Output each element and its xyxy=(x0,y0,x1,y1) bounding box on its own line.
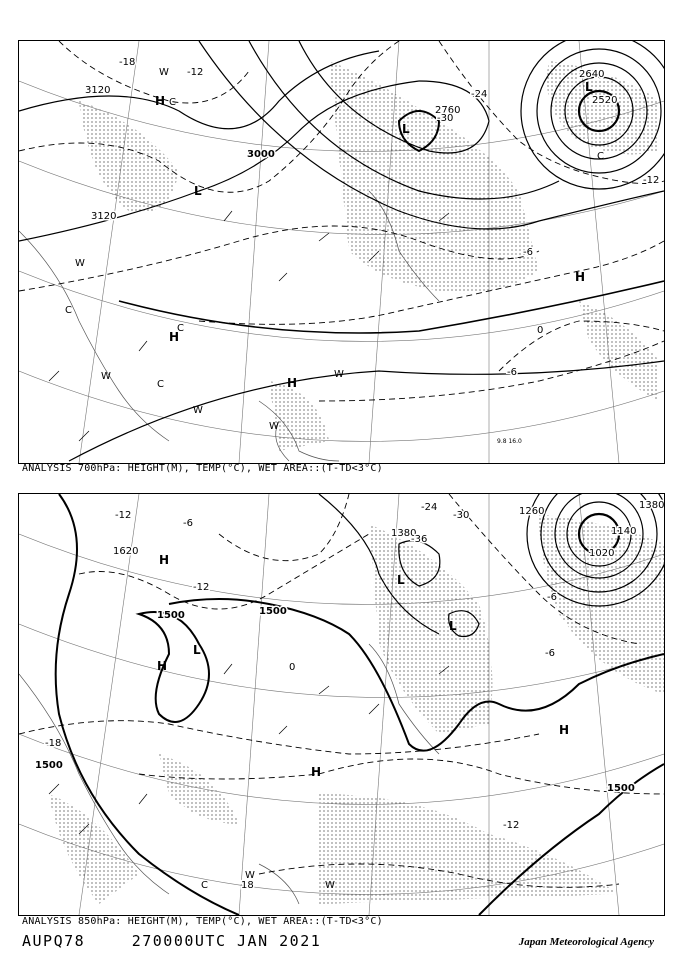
temp-label: -24 xyxy=(421,502,438,513)
height-label: 1380 xyxy=(639,500,664,511)
temp-label: -6 xyxy=(545,648,555,659)
low-center: L xyxy=(193,643,201,657)
temp-label: -30 xyxy=(437,113,454,124)
map-850hpa xyxy=(19,494,664,915)
temp-label: -12 xyxy=(503,820,520,831)
warm-mark: W xyxy=(245,870,255,881)
chart-700hpa xyxy=(18,40,665,464)
high-center: H xyxy=(575,270,586,284)
temp-label: -12 xyxy=(193,582,210,593)
cold-mark: C xyxy=(177,323,184,334)
height-label: 1500 xyxy=(35,760,63,771)
cold-mark: C xyxy=(157,379,164,390)
height-label: 1140 xyxy=(611,526,637,537)
bulletin-time: 270000UTC JAN 2021 xyxy=(131,932,322,950)
bulletin-header xyxy=(22,932,357,950)
height-label: 3120 xyxy=(91,211,117,222)
chart-850hpa xyxy=(18,493,665,916)
temp-label: 0 xyxy=(289,662,296,673)
temp-label: 0 xyxy=(537,325,544,336)
high-center: H xyxy=(159,553,170,567)
pressure-centers xyxy=(157,553,569,779)
wet-area xyxy=(79,61,659,451)
height-label: 2640 xyxy=(579,69,605,80)
temp-label: 18 xyxy=(241,880,254,891)
temp-label: -6 xyxy=(507,367,517,378)
temp-label: -18 xyxy=(45,738,62,749)
high-center: H xyxy=(311,765,322,779)
temp-centers xyxy=(201,870,335,891)
warm-mark: W xyxy=(75,258,85,269)
temp-label: -36 xyxy=(411,534,428,545)
cold-mark: C xyxy=(65,305,72,316)
low-center: L xyxy=(194,184,202,198)
caption-700hpa: ANALYSIS 700hPa: HEIGHT(M), TEMP(°C), WET AREA::(T-TD<3°C) xyxy=(22,463,383,474)
high-center: H xyxy=(157,659,168,673)
low-center: L xyxy=(585,80,593,94)
high-center: H xyxy=(287,376,298,390)
high-center: H xyxy=(169,330,180,344)
low-center: L xyxy=(397,573,405,587)
warm-mark: W xyxy=(159,67,169,78)
warm-mark: W xyxy=(325,880,335,891)
height-label: 3120 xyxy=(85,85,111,96)
temp-label: -6 xyxy=(183,518,193,529)
warm-mark: W xyxy=(101,371,111,382)
high-center: H xyxy=(559,723,570,737)
low-center: L xyxy=(449,619,457,633)
temp-label: -18 xyxy=(119,57,136,68)
cold-mark: C xyxy=(201,880,208,891)
temp-label: -24 xyxy=(471,89,488,100)
height-label: 1500 xyxy=(157,610,185,621)
bulletin-code: AUPQ78 xyxy=(22,932,86,950)
cold-mark: C xyxy=(169,97,176,108)
low-center: L xyxy=(402,122,410,136)
height-label: 1620 xyxy=(113,546,139,557)
height-label: 1500 xyxy=(607,783,635,794)
wet-area xyxy=(49,514,664,904)
agency-name: Japan Meteorological Agency xyxy=(518,936,654,948)
height-label: 3000 xyxy=(247,149,275,160)
warm-mark: W xyxy=(193,405,203,416)
height-label: 2760 xyxy=(435,105,461,116)
temp-label: -12 xyxy=(187,67,204,78)
height-label: 1380 xyxy=(391,528,417,539)
height-label: 1260 xyxy=(519,506,545,517)
caption-850hpa: ANALYSIS 850hPa: HEIGHT(M), TEMP(°C), WET AREA::(T-TD<3°C) xyxy=(22,916,383,927)
temp-label: -6 xyxy=(523,247,533,258)
high-center: H xyxy=(155,94,166,108)
warm-mark: W xyxy=(334,369,344,380)
height-label: 1500 xyxy=(259,606,287,617)
height-label: 1020 xyxy=(589,548,615,559)
station-value: 9.8 16.0 xyxy=(497,438,522,445)
temp-label: -6 xyxy=(547,592,557,603)
map-700hpa xyxy=(19,41,664,463)
cold-mark: C xyxy=(597,151,604,162)
temp-label: -30 xyxy=(453,510,470,521)
temp-label: -12 xyxy=(115,510,132,521)
height-label: 2520 xyxy=(592,95,618,106)
temp-label: -12 xyxy=(643,175,660,186)
warm-mark: W xyxy=(269,421,279,432)
